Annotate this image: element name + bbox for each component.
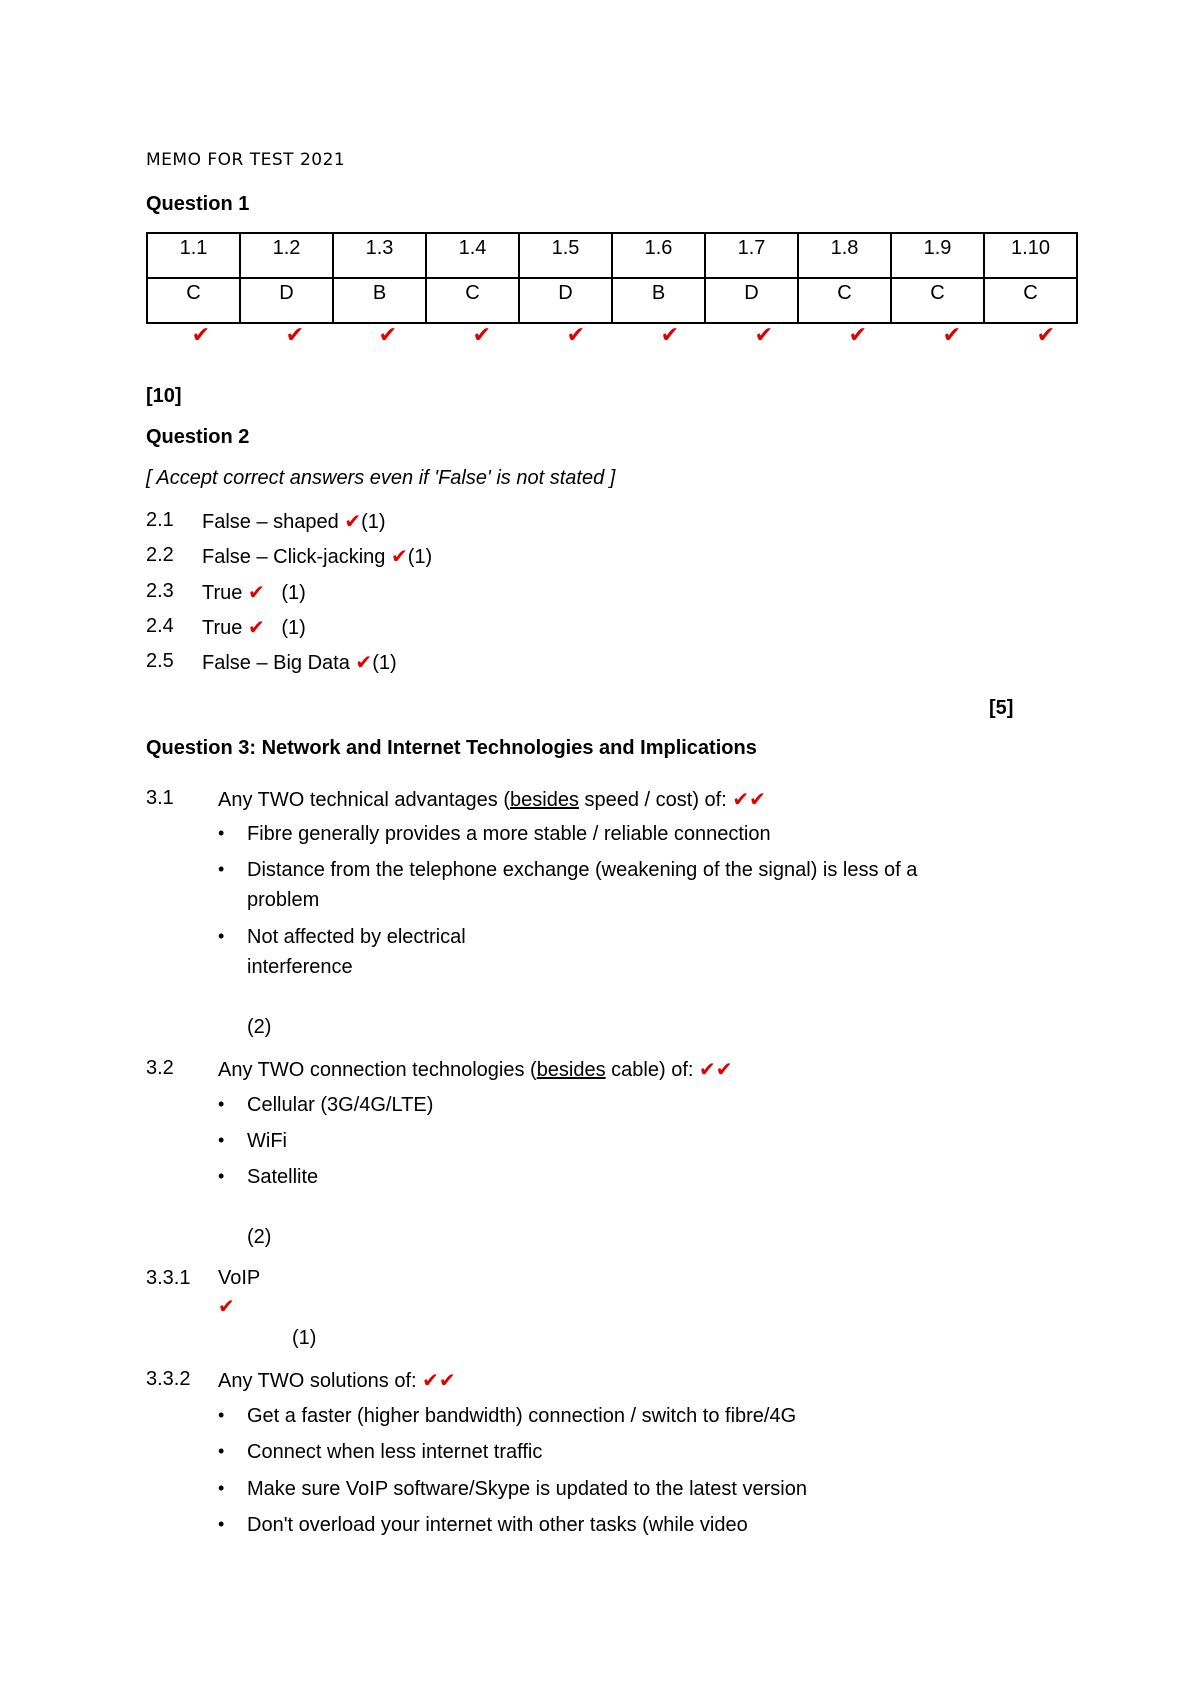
bullet-icon bbox=[218, 1441, 230, 1462]
q31-text-post: speed / cost) of: bbox=[578, 789, 727, 811]
q32-bullet: Cellular (3G/4G/LTE) bbox=[247, 1094, 434, 1116]
bullet-icon bbox=[218, 859, 230, 880]
check-icon: ✔ bbox=[472, 322, 491, 347]
q1-number-cell: 1.10 bbox=[984, 233, 1077, 278]
q331-mark: (1) bbox=[292, 1327, 317, 1349]
q2-item bbox=[202, 544, 432, 569]
check-icon: ✔ bbox=[1036, 322, 1055, 347]
q2-item-mark: (1) bbox=[361, 511, 386, 533]
q1-number-cell: 1.9 bbox=[891, 233, 984, 278]
check-icon: ✔ bbox=[660, 322, 679, 347]
check-icon: ✔✔ bbox=[699, 1059, 733, 1081]
q2-item-number: 2.3 bbox=[146, 580, 174, 602]
check-icon: ✔ bbox=[247, 582, 265, 604]
q2-item-text: False – Big Data bbox=[202, 652, 350, 674]
q1-number-cell: 1.3 bbox=[333, 233, 426, 278]
q1-answer-cell: D bbox=[519, 278, 612, 323]
check-icon: ✔ bbox=[285, 322, 304, 347]
q32-bullet: Satellite bbox=[247, 1166, 319, 1188]
check-icon: ✔ bbox=[191, 322, 210, 347]
q31-bullet-continued: interference bbox=[247, 956, 353, 978]
q1-number-cell: 1.1 bbox=[147, 233, 240, 278]
q2-item bbox=[202, 650, 397, 675]
q1-number-cell: 1.6 bbox=[612, 233, 705, 278]
q2-item-mark: (1) bbox=[372, 652, 397, 674]
q2-item-text: True bbox=[202, 582, 243, 604]
check-icon: ✔ bbox=[218, 1296, 235, 1318]
q2-item-text: False – Click-jacking bbox=[202, 546, 386, 568]
q2-item-mark: (1) bbox=[281, 617, 306, 639]
q1-total: [10] bbox=[146, 385, 182, 407]
q1-answer-cell: C bbox=[891, 278, 984, 323]
bullet-icon bbox=[218, 1514, 230, 1535]
q2-item bbox=[202, 580, 306, 605]
q1-answer-row bbox=[147, 278, 1077, 323]
q31-bullet: Distance from the telephone exchange (weakening of the signal) is less of a bbox=[247, 859, 918, 881]
q31-underline: besides bbox=[510, 789, 579, 811]
check-icon: ✔ bbox=[754, 322, 773, 347]
q32-number: 3.2 bbox=[146, 1057, 174, 1079]
check-icon: ✔ bbox=[378, 322, 397, 347]
q31-mark: (2) bbox=[247, 1016, 272, 1038]
check-icon: ✔ bbox=[390, 546, 408, 568]
q332-bullet: Get a faster (higher bandwidth) connection / switch to fibre/4G bbox=[247, 1405, 797, 1427]
check-icon: ✔ bbox=[848, 322, 867, 347]
q31-number: 3.1 bbox=[146, 787, 174, 809]
q331-number: 3.3.1 bbox=[146, 1267, 191, 1289]
q2-item-number: 2.1 bbox=[146, 509, 174, 531]
q32-underline: besides bbox=[536, 1059, 606, 1081]
q2-item bbox=[202, 615, 306, 640]
q2-note: [ Accept correct answers even if 'False' is not stated ] bbox=[146, 467, 616, 489]
q2-total: [5] bbox=[989, 697, 1014, 719]
check-icon: ✔ bbox=[566, 322, 585, 347]
q2-item-number: 2.4 bbox=[146, 615, 174, 637]
bullet-icon bbox=[218, 1478, 230, 1499]
q32-mark: (2) bbox=[247, 1226, 272, 1248]
q1-heading: Question 1 bbox=[146, 193, 250, 215]
check-icon: ✔ bbox=[247, 617, 265, 639]
q2-item-mark: (1) bbox=[281, 582, 306, 604]
q1-answer-cell: C bbox=[147, 278, 240, 323]
q1-number-cell: 1.5 bbox=[519, 233, 612, 278]
q32-text-post: cable) of: bbox=[605, 1059, 694, 1081]
q332-text: Any TWO solutions of: bbox=[218, 1370, 417, 1392]
bullet-icon bbox=[218, 1130, 230, 1151]
q331-text: VoIP bbox=[218, 1267, 261, 1289]
check-icon: ✔✔ bbox=[732, 789, 766, 811]
q1-answer-cell: C bbox=[426, 278, 519, 323]
q332-question bbox=[218, 1368, 456, 1393]
q31-question bbox=[218, 787, 766, 812]
q32-question bbox=[218, 1057, 733, 1082]
check-icon: ✔ bbox=[942, 322, 961, 347]
bullet-icon bbox=[218, 823, 230, 844]
q1-answer-cell: D bbox=[240, 278, 333, 323]
q31-text-pre: Any TWO technical advantages ( bbox=[218, 789, 510, 811]
q332-number: 3.3.2 bbox=[146, 1368, 191, 1390]
q1-number-cell: 1.2 bbox=[240, 233, 333, 278]
q3-heading: Question 3: Network and Internet Technologies and Implications bbox=[146, 737, 757, 759]
q32-text-pre: Any TWO connection technologies ( bbox=[218, 1059, 537, 1081]
q1-answer-cell: B bbox=[612, 278, 705, 323]
q31-bullet: Not affected by electrical bbox=[247, 926, 466, 948]
check-icon: ✔ bbox=[344, 511, 362, 533]
q1-answer-cell: C bbox=[984, 278, 1077, 323]
q2-item-text: False – shaped bbox=[202, 511, 339, 533]
q2-heading: Question 2 bbox=[146, 426, 250, 448]
bullet-icon bbox=[218, 1094, 230, 1115]
q1-number-cell: 1.4 bbox=[426, 233, 519, 278]
q2-item-mark: (1) bbox=[407, 546, 433, 568]
q1-tick-row bbox=[146, 322, 1086, 348]
q1-answer-cell: D bbox=[705, 278, 798, 323]
q31-bullet: Fibre generally provides a more stable / reliable connection bbox=[247, 823, 771, 845]
q1-number-cell: 1.8 bbox=[798, 233, 891, 278]
q332-bullet: Make sure VoIP software/Skype is updated to the latest version bbox=[247, 1478, 807, 1500]
bullet-icon bbox=[218, 926, 230, 947]
q1-number-row bbox=[147, 233, 1077, 278]
q1-answer-cell: B bbox=[333, 278, 426, 323]
memo-title: MEMO FOR TEST 2021 bbox=[146, 150, 346, 170]
q31-bullet-continued: problem bbox=[247, 889, 320, 911]
q2-item-number: 2.5 bbox=[146, 650, 174, 672]
check-icon: ✔ bbox=[355, 652, 373, 674]
q332-bullet: Connect when less internet traffic bbox=[247, 1441, 543, 1463]
bullet-icon bbox=[218, 1405, 230, 1426]
q1-number-cell: 1.7 bbox=[705, 233, 798, 278]
q2-item-text: True bbox=[202, 617, 243, 639]
q2-item bbox=[202, 509, 386, 534]
check-icon: ✔✔ bbox=[422, 1370, 456, 1392]
q32-bullet: WiFi bbox=[247, 1130, 287, 1152]
q1-answer-table bbox=[146, 232, 1078, 324]
q332-bullet: Don't overload your internet with other tasks (while video bbox=[247, 1514, 748, 1536]
q1-answer-cell: C bbox=[798, 278, 891, 323]
bullet-icon bbox=[218, 1166, 230, 1187]
q2-item-number: 2.2 bbox=[146, 544, 174, 566]
